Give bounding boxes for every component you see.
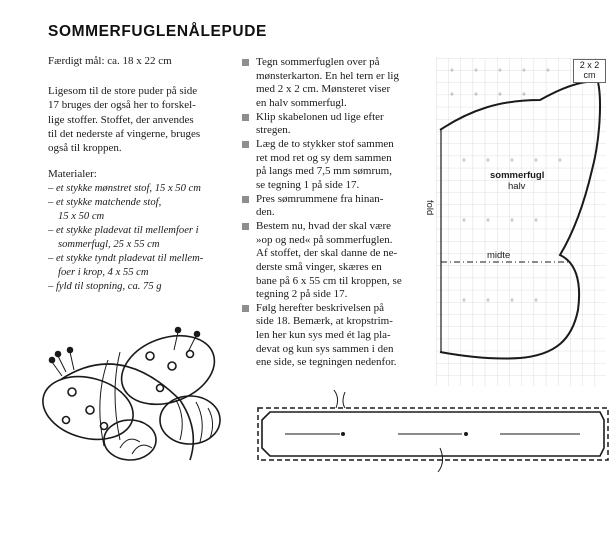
step-line: den. bbox=[256, 206, 275, 219]
step-line: en halv sommerfugl. bbox=[256, 96, 347, 109]
materials-line: – fyld til stopning, ca. 75 g bbox=[48, 281, 162, 292]
intro-line: lige stoffer. Stoffet, der anvendes bbox=[48, 113, 194, 126]
step-line: på langs med 7,5 mm sømrum, bbox=[256, 165, 392, 178]
pattern-grid bbox=[436, 58, 606, 386]
scale-box bbox=[573, 59, 606, 83]
step-line: mønsterkarton. En hel tern er lig bbox=[256, 69, 399, 82]
intro-line: til det nederste af vingerne, bruges bbox=[48, 127, 201, 140]
pattern-label-middle: midte bbox=[487, 250, 511, 261]
page-title: SOMMERFUGLENÅLEPUDE bbox=[48, 23, 267, 40]
step-line: Pres sømrummene fra hinan- bbox=[256, 192, 384, 205]
intro-line: Ligesom til de store puder på side bbox=[48, 85, 198, 97]
body-strip-diagram bbox=[258, 390, 608, 472]
scale-line: 2 x 2 bbox=[579, 60, 600, 70]
step-line: ene side, se tegningen nedenfor. bbox=[256, 356, 397, 369]
step-line: derste små vinger, skæres en bbox=[256, 260, 382, 273]
step-line: Følg herefter beskrivelsen på bbox=[256, 301, 384, 314]
step-line: Bestem nu, hvad der skal være bbox=[256, 219, 392, 232]
step-line: bane på 6 x 55 cm til kroppen, se bbox=[256, 274, 402, 287]
butterfly-pincushion-illustration bbox=[36, 324, 224, 460]
materials-line: – et stykke mønstret stof, 15 x 50 cm bbox=[48, 183, 201, 194]
step-line: devat og kun sys sammen i den bbox=[256, 342, 394, 355]
step-line: side 18. Bemærk, at kropstrim- bbox=[256, 315, 393, 328]
materials-line: – et stykke matchende stof, bbox=[48, 197, 162, 208]
step-line: stregen. bbox=[256, 124, 291, 137]
pattern-label-half: halv bbox=[508, 181, 526, 192]
materials-line: – et stykke pladevat til mellemfoer i bbox=[48, 225, 199, 236]
intro-line: 17 bruges der også her to forskel- bbox=[48, 99, 196, 112]
step-line: Af stoffet, der skal danne de ne- bbox=[256, 247, 398, 260]
step-line: med 2 x 2 cm. Mønsteret viser bbox=[256, 83, 391, 96]
intro-line: også til kroppen. bbox=[48, 142, 122, 155]
step-line: ret mod ret og sy dem sammen bbox=[256, 151, 392, 164]
step-line: Tegn sommerfuglen over på bbox=[256, 56, 380, 68]
materials-heading: Materialer: bbox=[48, 168, 97, 180]
materials-line: sommerfugl, 25 x 55 cm bbox=[58, 239, 160, 250]
step-line: se tegning 1 på side 17. bbox=[256, 178, 360, 191]
finished-size: Færdigt mål: ca. 18 x 22 cm bbox=[48, 55, 172, 67]
materials-line: foer i krop, 4 x 55 cm bbox=[58, 267, 149, 278]
step-line: Klip skabelonen ud lige efter bbox=[256, 110, 384, 123]
step-line: Læg de to stykker stof sammen bbox=[256, 137, 394, 150]
step-line: »op og ned« på sommerfuglen. bbox=[256, 233, 393, 246]
scale-unit: cm bbox=[583, 70, 596, 80]
step-line: len her kun sys med ét lag pla- bbox=[256, 329, 391, 342]
step-line: tegning 2 på side 17. bbox=[256, 288, 348, 301]
materials-line: 15 x 50 cm bbox=[58, 211, 105, 222]
pattern-label-main: sommerfugl bbox=[490, 170, 545, 181]
materials-line: – et stykke tyndt pladevat til mellem- bbox=[48, 253, 204, 264]
pattern-label-fold: fold bbox=[424, 200, 435, 216]
